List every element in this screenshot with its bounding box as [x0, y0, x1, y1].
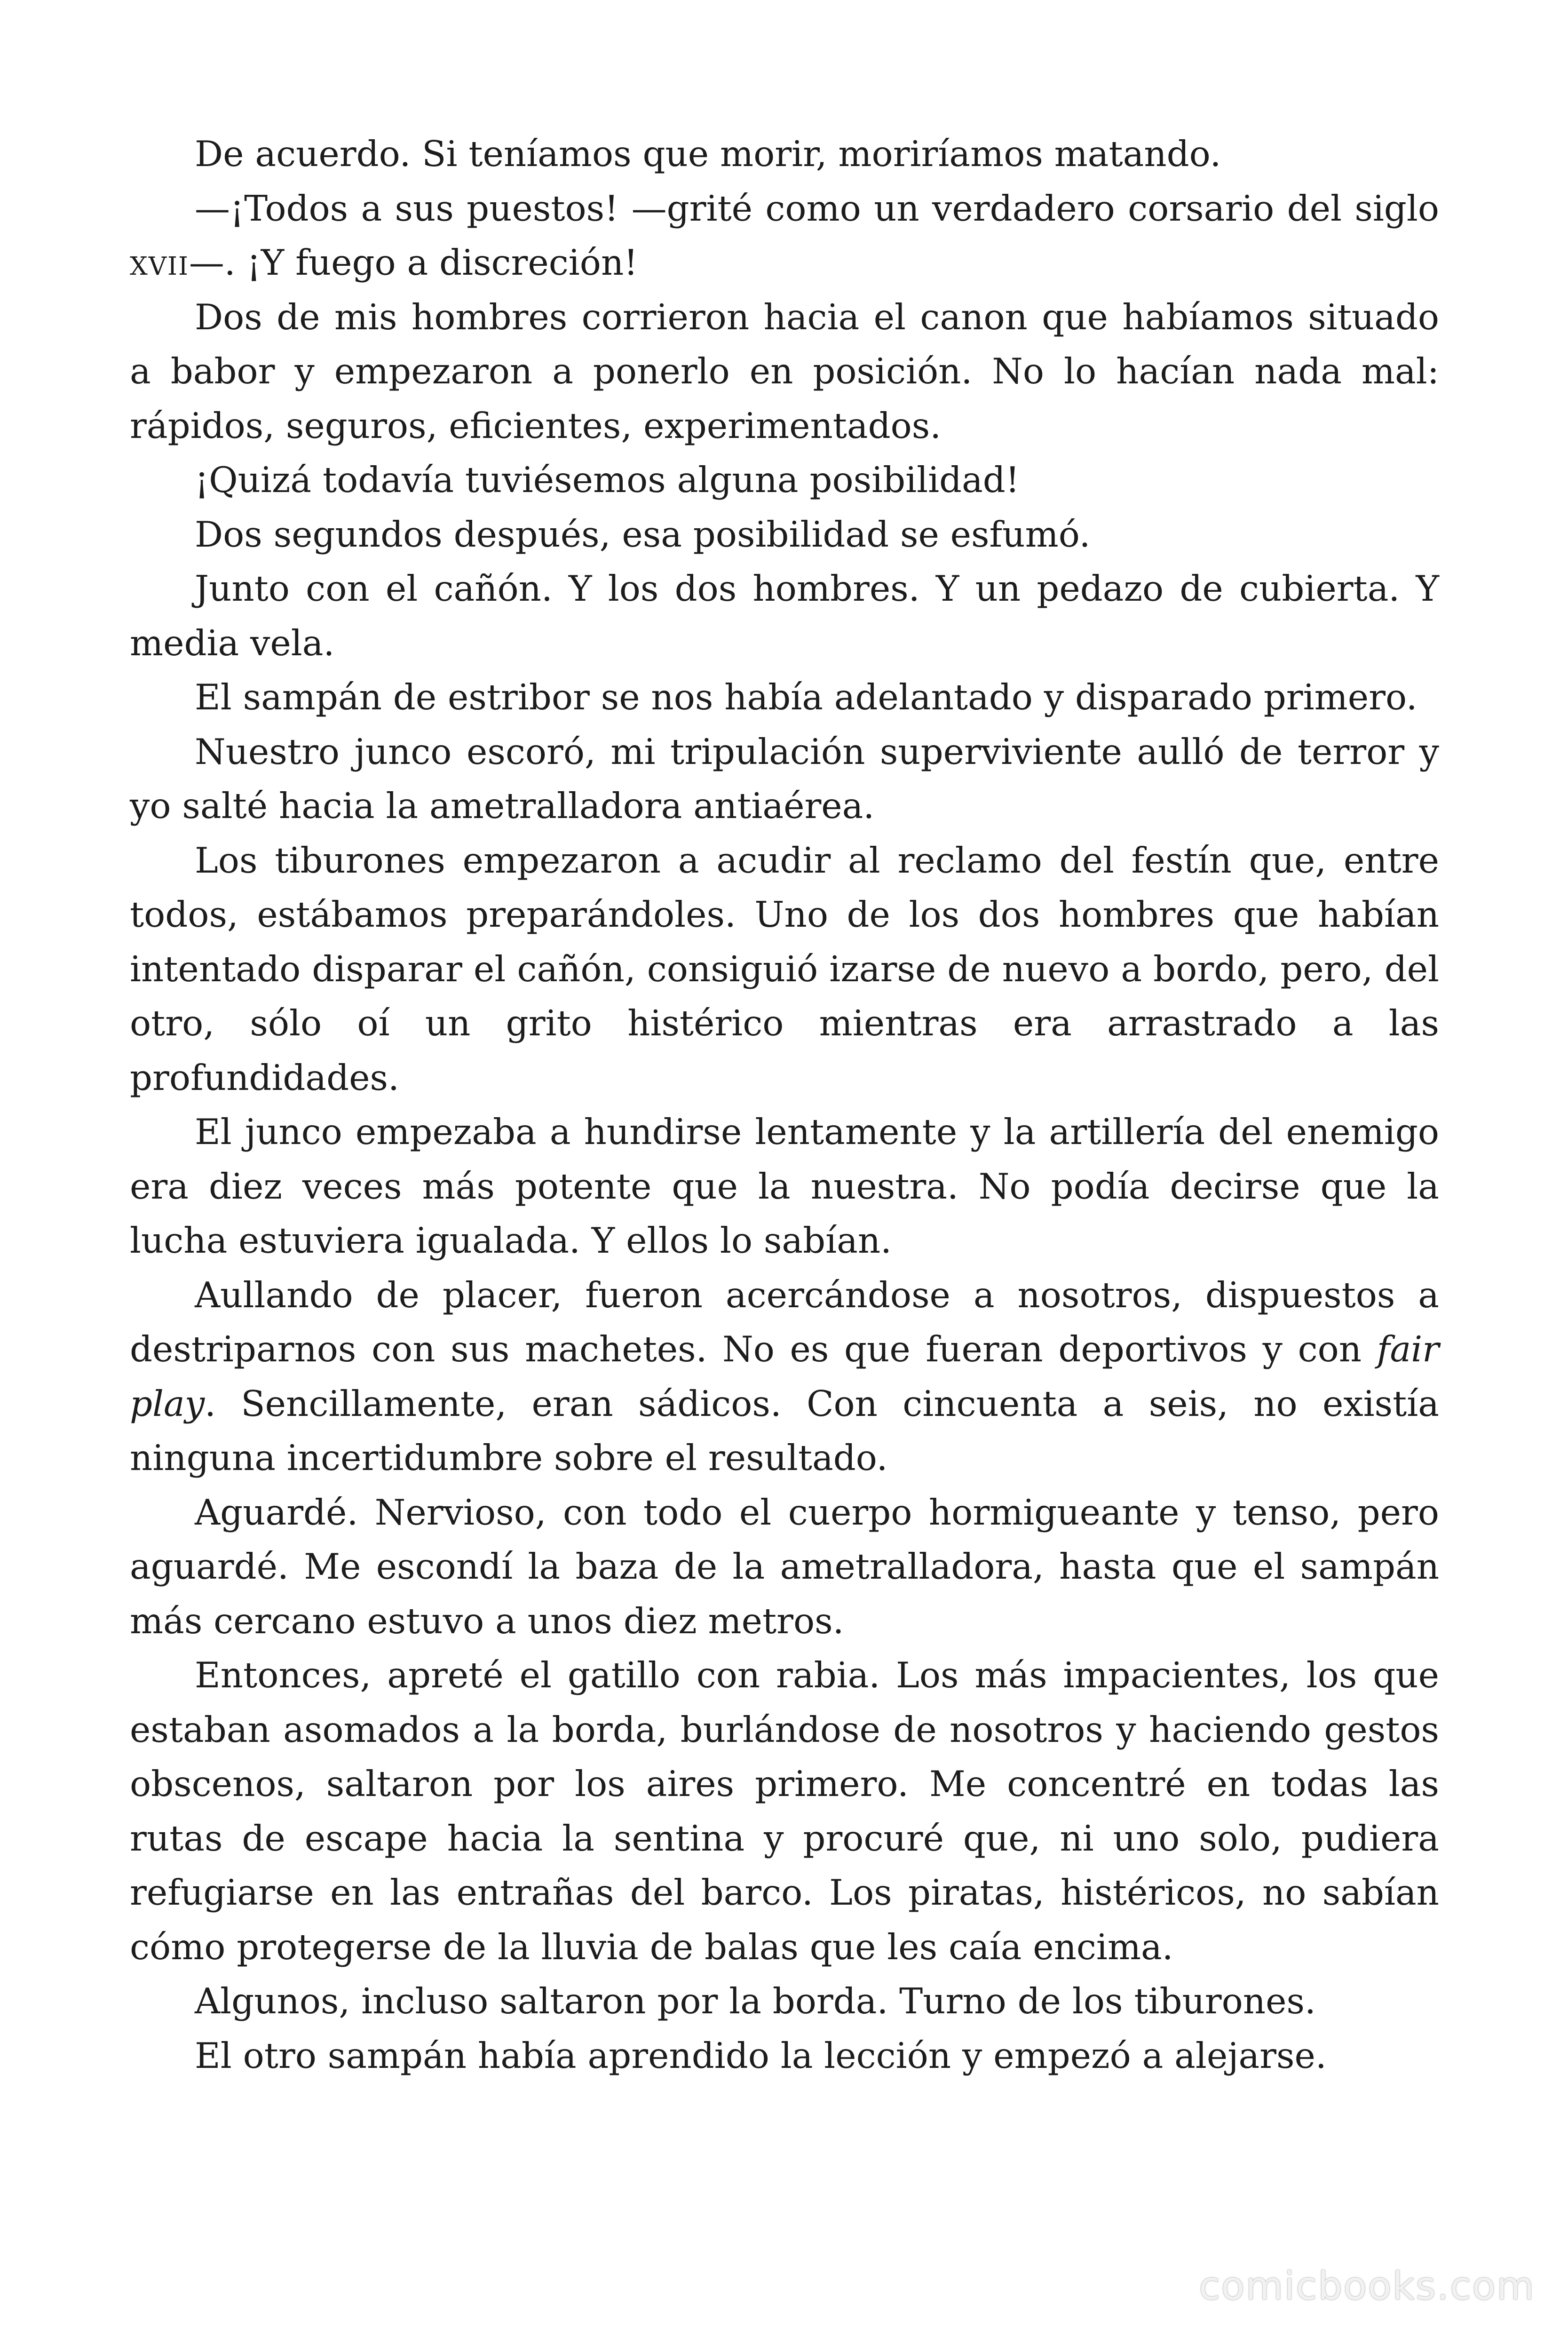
page-body: [130, 127, 1439, 2083]
paragraph-11-text-b: . Sencillamente, eran sádicos. Con cincuenta a seis, no existía ninguna incertidumbre sobre el resultado.: [130, 1383, 1439, 1478]
italic-phrase: fair play: [130, 1328, 1439, 1424]
paragraph-2: [130, 182, 1439, 290]
paragraph-8: Nuestro junco escoró, mi tripulación superviviente aulló de terror y yo salté hacia la ametralladora antiaérea.: [130, 731, 1439, 826]
paragraph-2-text-a: —¡Todos a sus puestos! —grité como un verdadero corsario del siglo: [195, 187, 1439, 229]
paragraph-15: El otro sampán había aprendido la lección y empezó a alejarse.: [195, 2034, 1327, 2076]
paragraph-2-text-b: —. ¡Y fuego a discreción!: [189, 242, 638, 283]
paragraph-3: Dos de mis hombres corrieron hacia el canon que habíamos situado a babor y empezaron a ponerlo en posición. No lo hacían nada mal: rápidos, seguros, eficientes, experimentados.: [130, 296, 1439, 446]
watermark: comicbooks.com: [1199, 2264, 1535, 2309]
paragraph-13: Entonces, apreté el gatillo con rabia. Los más impacientes, los que estaban asomados a la borda, burlándose de nosotros y haciendo gestos obscenos, saltaron por los aires primero. Me concentré en todas las rutas de escape hacia la sentina y procuré que, ni uno solo, pudiera refugiarse en las entrañas del barco. Los piratas, histéricos, no sabían cómo protegerse de la lluvia de balas que les caía encima.: [130, 1654, 1439, 1968]
paragraph-5: Dos segundos después, esa posibilidad se esfumó.: [195, 513, 1091, 555]
century-numeral: xvii: [130, 242, 189, 283]
paragraph-4: ¡Quizá todavía tuviésemos alguna posibilidad!: [195, 459, 1020, 501]
paragraph-14: Algunos, incluso saltaron por la borda. Turno de los tiburones.: [195, 1980, 1316, 2022]
paragraph-6: Junto con el cañón. Y los dos hombres. Y un pedazo de cubierta. Y media vela.: [130, 568, 1439, 664]
paragraph-12: Aguardé. Nervioso, con todo el cuerpo hormigueante y tenso, pero aguardé. Me escondí la baza de la ametralladora, hasta que el sampán más cercano estuvo a unos diez metros.: [130, 1491, 1439, 1642]
paragraph-10: El junco empezaba a hundirse lentamente y la artillería del enemigo era diez veces más potente que la nuestra. No podía decirse que la lucha estuviera igualada. Y ellos lo sabían.: [130, 1111, 1439, 1261]
paragraph-9: Los tiburones empezaron a acudir al reclamo del festín que, entre todos, estábamos preparándoles. Uno de los dos hombres que habían intentado disparar el cañón, consiguió izarse de nuevo a bordo, pero, del otro, sólo oí un grito histérico mientras era arrastrado a las profundidades.: [130, 839, 1439, 1098]
paragraph-1: De acuerdo. Si teníamos que morir, moriríamos matando.: [195, 133, 1221, 175]
paragraph-7: El sampán de estribor se nos había adelantado y disparado primero.: [195, 676, 1418, 718]
paragraph-11: [130, 1268, 1439, 1486]
paragraph-11-text-a: Aullando de placer, fueron acercándose a nosotros, dispuestos a destriparnos con sus machetes. No es que fueran deportivos y con: [130, 1274, 1439, 1370]
